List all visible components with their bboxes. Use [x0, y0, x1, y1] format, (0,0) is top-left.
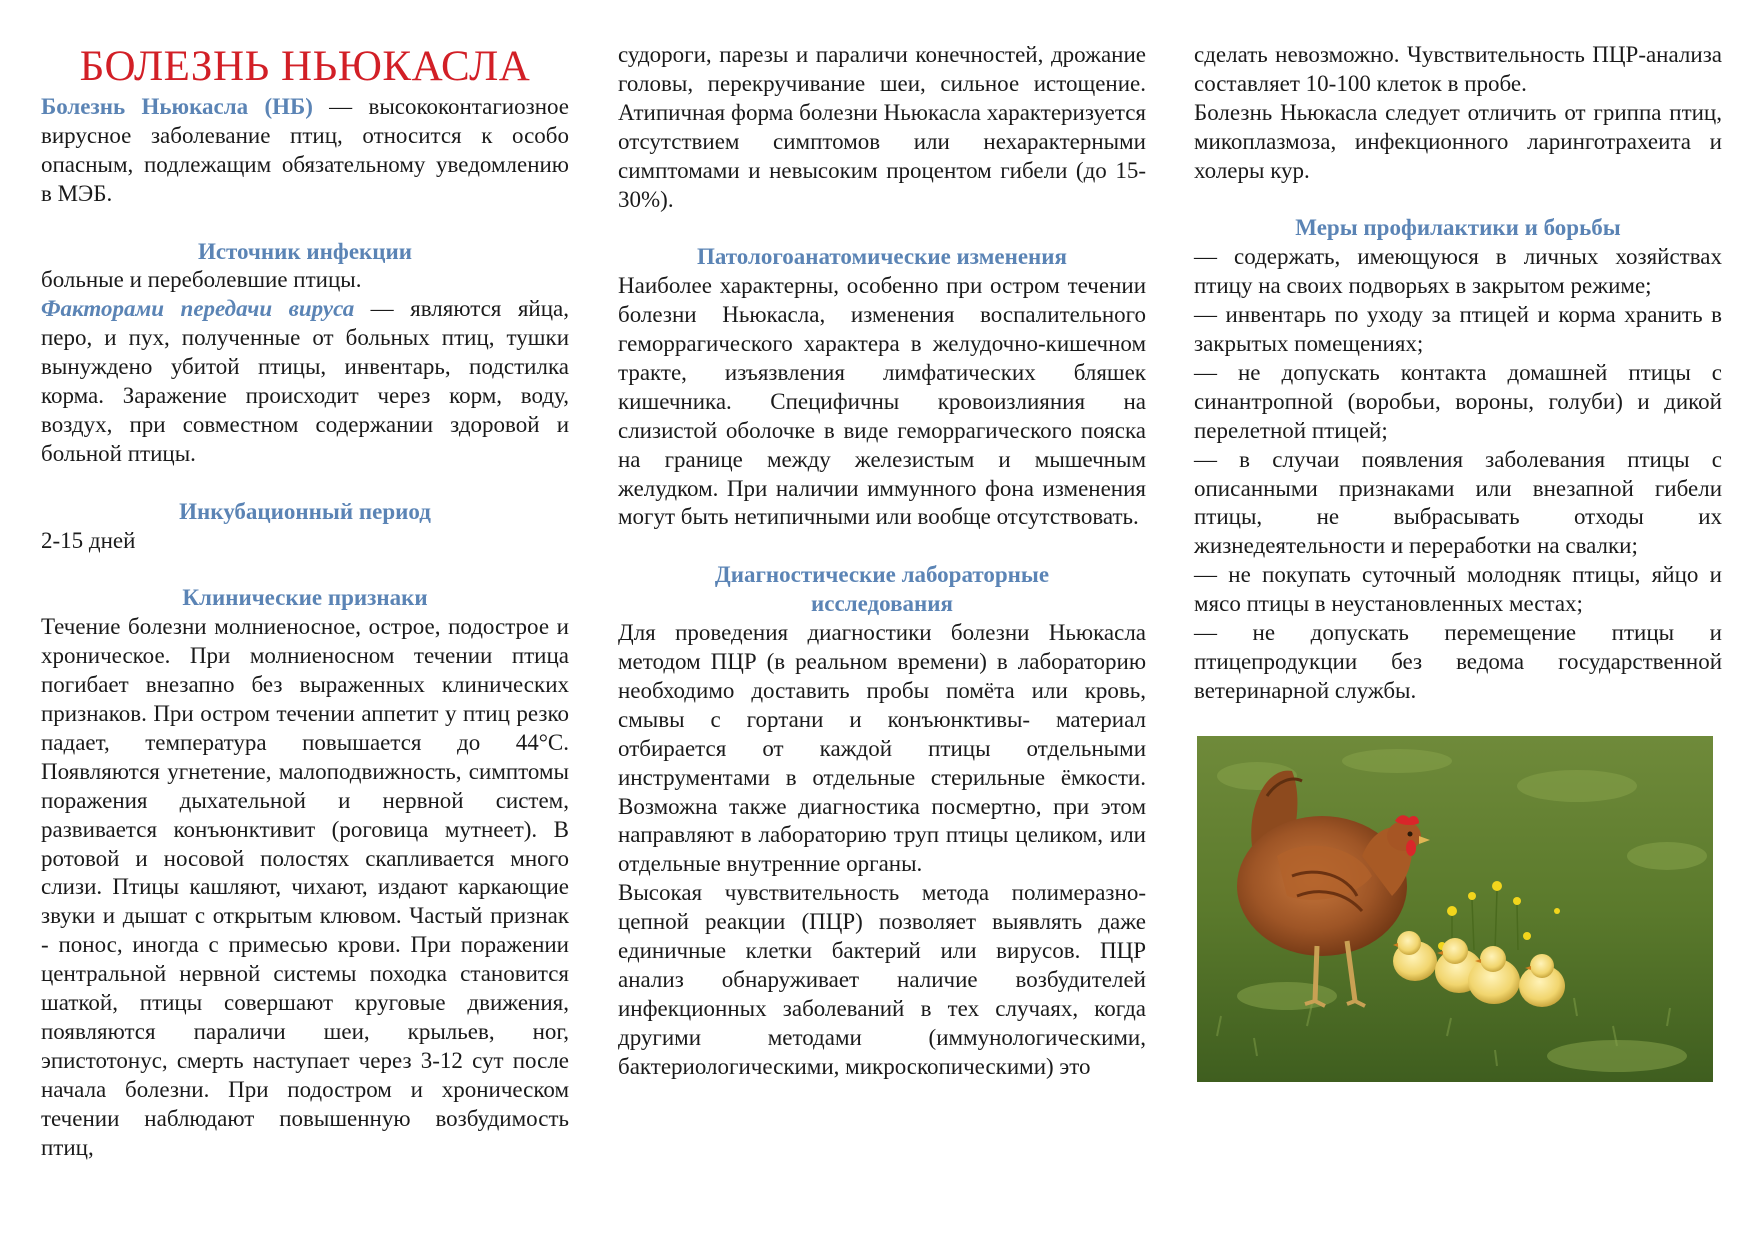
- source-text: больные и переболевшие птицы.: [41, 267, 362, 293]
- prevention-item: — не покупать суточный молодняк птицы, яйцо и мясо птицы в неустановленных местах;: [1194, 562, 1722, 617]
- factors-text: — являются яйца, перо, и пух, полученные от больных птиц, тушки вынуждено убитой птицы, инвентарь, подстилка корма. Заражение происходит через корм, воду, воздух, при совместном содержании здоровой и больной птицы.: [41, 296, 569, 466]
- diagnostics-text: Для проведения диагностики болезни Ньюкасла методом ПЦР (в реальном времени) в лабораторию необходимо доставить пробы помёта или кровь, смывы с гортани и конъюнктивы- материал отбирается от каждой птицы отдельными инструментами в отдельные стерильные ёмкости. Возможна также диагностика посмертно, при этом направляют в лабораторию труп птицы целиком, или отдельные внутренние органы.: [618, 620, 1146, 877]
- intro-text: — высококонтагиозное вирусное заболевание птиц, относится к особо опасным, подлежащим обязательному уведомлению в МЭБ.: [41, 94, 569, 206]
- pcr-sensitivity-text-part2: сделать невозможно. Чувствительность ПЦР-анализа составляет 10-100 клеток в пробе.: [1194, 42, 1722, 96]
- clinical-heading: Клинические признаки: [182, 585, 428, 611]
- pathology-heading: Патологоанатомические изменения: [697, 244, 1067, 270]
- diagnostics-heading-line1: Диагностические лабораторные: [714, 562, 1050, 588]
- differential-diagnosis-text: Болезнь Ньюкасла следует отличить от гриппа птиц, микоплазмоза, инфекционного ларинготрахеита и холеры кур.: [1194, 99, 1722, 183]
- diagnostics-heading-line2: исследования: [811, 591, 953, 617]
- prevention-item: — не допускать перемещение птицы и птицепродукции без ведома государственной ветеринарной службы.: [1194, 620, 1722, 703]
- intro-term: Болезнь Ньюкасла (НБ): [41, 94, 313, 119]
- document-title: БОЛЕЗНЬ НЬЮКАСЛА: [79, 43, 531, 90]
- column-middle: [618, 41, 1146, 1082]
- intro-paragraph: [41, 93, 569, 209]
- column-left: [41, 38, 569, 1162]
- prevention-heading: Меры профилактики и борьбы: [1295, 215, 1621, 241]
- incubation-heading: Инкубационный период: [179, 498, 431, 524]
- hen-with-chicks-photo: [1197, 736, 1713, 1082]
- prevention-item: — содержать, имеющуюся в личных хозяйствах птицу на своих подворьях в закрытом режиме;: [1194, 244, 1722, 299]
- factors-paragraph: [41, 295, 569, 468]
- prevention-item: — в случаи появления заболевания птицы с описанными признаками или внезапной гибели птицы, не выбрасывать отходы их жизнедеятельности и переработки на свалки;: [1194, 446, 1722, 559]
- pcr-sensitivity-text-part1: Высокая чувствительность метода полимеразно-цепной реакции (ПЦР) позволяет выявлять даже единичные клетки бактерий или вирусов. ПЦР анализ обнаруживает наличие возбудителей инфекционных заболеваний в тех случаях, когда другими методами (иммунологическими, бактериологическими, микроскопическими) это: [618, 880, 1146, 1079]
- clinical-text-part2: судороги, парезы и параличи конечностей, дрожание головы, перекручивание шеи, сильное истощение. Атипичная форма болезни Ньюкасла характеризуется отсутствием симптомов или нехарактерными симптомами и невысоким процентом гибели (до 15-30%).: [618, 42, 1146, 212]
- prevention-item: — инвентарь по уходу за птицей и корма хранить в закрытых помещениях;: [1194, 302, 1722, 357]
- prevention-item: — не допускать контакта домашней птицы с синантропной (воробьи, вороны, голуби) и дикой перелетной птицей;: [1194, 359, 1722, 443]
- column-right: [1194, 41, 1722, 1082]
- factors-term: Факторами передачи вируса: [41, 296, 355, 322]
- source-heading: Источник инфекции: [197, 238, 413, 264]
- clinical-text-part1: Течение болезни молниеносное, острое, подострое и хроническое. При молниеносном течении птица погибает внезапно без выраженных клинических признаков. При остром течении аппетит у птиц резко падает, температура повышается до 44°С. Появляются угнетение, малоподвижность, симптомы поражения дыхательной и нервной систем, развивается конъюнктивит (роговица мутнеет). В ротовой и носовой полостях скапливается много слизи. Птицы кашляют, чихают, издают каркающие звуки и дышат с открытым клювом. Частый признак - понос, иногда с примесью крови. При поражении центральной нервной системы походка становится шаткой, птицы совершают круговые движения, появляются параличи шеи, крыльев, ног, эпистотонус, смерть наступает через 3-12 сут после начала болезни. При подостром и хроническом течении наблюдают повышенную возбудимость птиц,: [41, 614, 569, 1160]
- pathology-text: Наиболее характерны, особенно при остром течении болезни Ньюкасла, изменения воспалительного геморрагического характера в желудочно-кишечном тракте, изъязвления лимфатических бляшек кишечника. Специфичны кровоизлияния на слизистой оболочке в виде геморрагического пояска на границе между железистым и мышечным желудком. При наличии иммунного фона изменения могут быть нетипичными или вообще отсутствовать.: [618, 273, 1146, 530]
- incubation-text: 2-15 дней: [41, 527, 136, 553]
